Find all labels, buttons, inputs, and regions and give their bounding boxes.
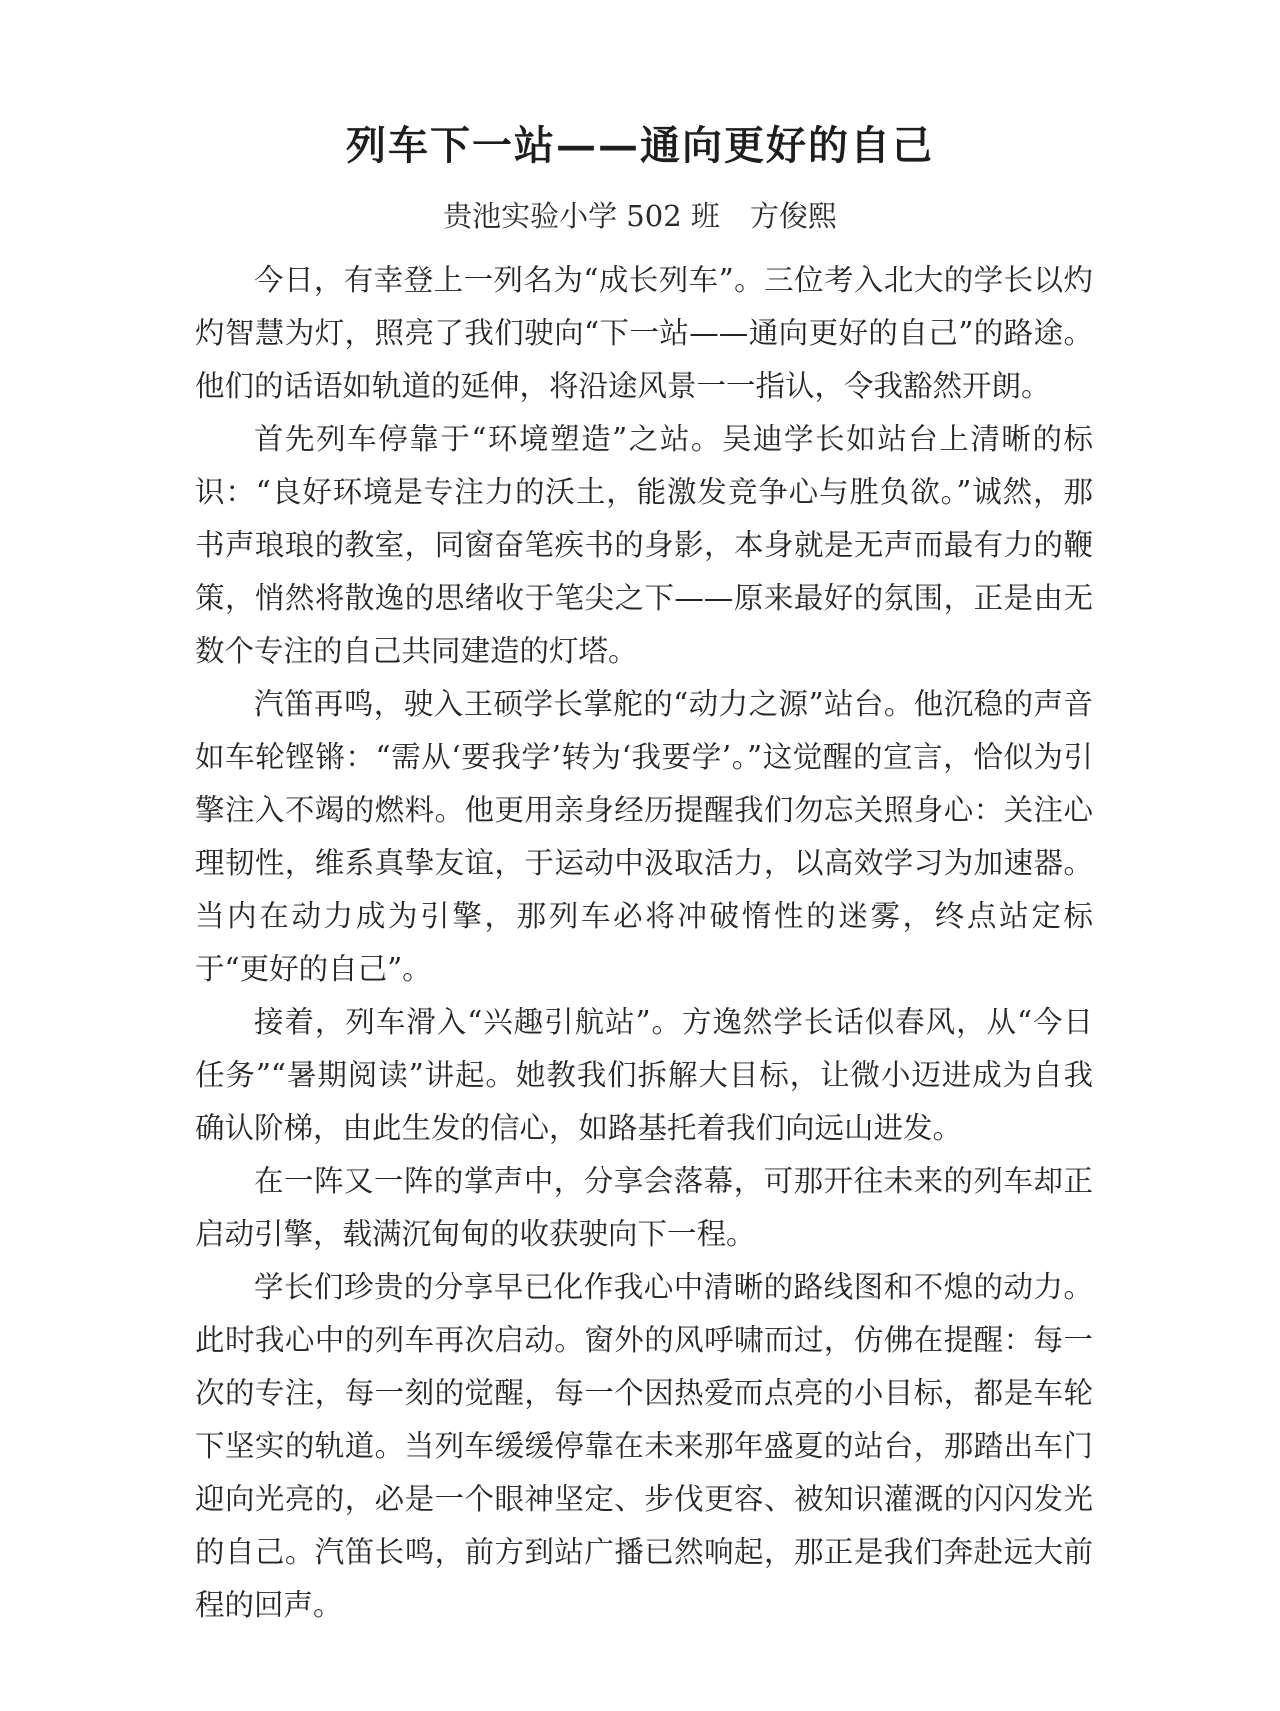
- paragraph-1: 今日，有幸登上一列名为“成长列车”。三位考入北大的学长以灼灼智慧为灯，照亮了我们驶向“下一站——通向更好的自己”的路途。他们的话语如轨道的延伸，将沿途风景一一指认，令我豁然开朗。: [195, 263, 1093, 403]
- byline: [0, 194, 1280, 238]
- page-title: 列车下一站——通向更好的自己: [346, 122, 934, 169]
- paragraph-2: 首先列车停靠于“环境塑造”之站。吴迪学长如站台上清晰的标识：“良好环境是专注力的沃土，能激发竞争心与胜负欲。”诚然，那书声琅琅的教室，同窗奋笔疾书的身影，本身就是无声而最有力的鞭策，悄然将散逸的思绪收于笔尖之下——原来最好的氛围，正是由无数个专注的自己共同建造的灯塔。: [195, 422, 1093, 668]
- author-name: 方俊熙: [749, 199, 837, 233]
- paragraph-4: 接着，列车滑入“兴趣引航站”。方逸然学长话似春风，从“今日任务”“暑期阅读”讲起。她教我们拆解大目标，让微小迈进成为自我确认阶梯，由此生发的信心，如路基托着我们向远山进发。: [195, 1005, 1093, 1145]
- paragraph-6: 学长们珍贵的分享早已化作我心中清晰的路线图和不熄的动力。此时我心中的列车再次启动。窗外的风呼啸而过，仿佛在提醒：每一次的专注，每一刻的觉醒，每一个因热爱而点亮的小目标，都是车轮下坚实的轨道。当列车缓缓停靠在未来那年盛夏的站台，那踏出车门迎向光亮的，必是一个眼神坚定、步伐更容、被知识灌溉的闪闪发光的自己。汽笛长鸣，前方到站广播已然响起，那正是我们奔赴远大前程的回声。: [195, 1270, 1093, 1622]
- paragraph-3: 汽笛再鸣，驶入王硕学长掌舵的“动力之源”站台。他沉稳的声音如车轮铿锵：“需从‘要我学’转为‘我要学’。”这觉醒的宣言，恰似为引擎注入不竭的燃料。他更用亲身经历提醒我们勿忘关照身心：关注心理韧性，维系真挚友谊，于运动中汲取活力，以高效学习为加速器。当内在动力成为引擎，那列车必将冲破惰性的迷雾，终点站定标于“更好的自己”。: [195, 687, 1093, 986]
- paragraph-5: 在一阵又一阵的掌声中，分享会落幕，可那开往未来的列车却正启动引擎，载满沉甸甸的收获驶向下一程。: [195, 1164, 1093, 1251]
- author-school-class: 贵池实验小学 502 班: [443, 199, 720, 233]
- essay-body: [195, 254, 1093, 1632]
